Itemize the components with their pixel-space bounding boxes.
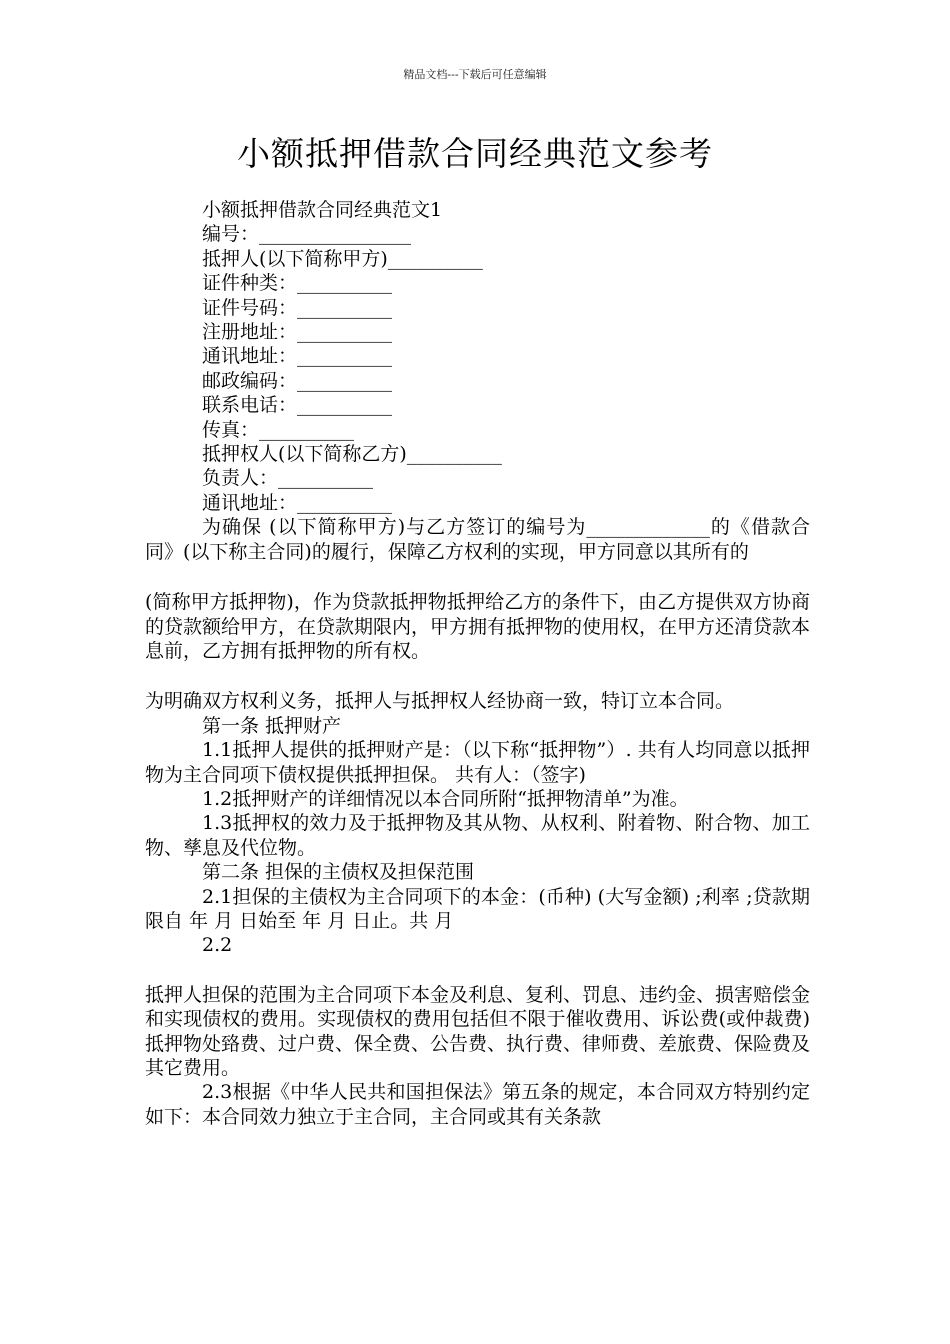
field-mortgagor: 抵押人(以下简称甲方)__________	[202, 247, 483, 270]
clause-2-2-label: 2.2	[202, 934, 233, 957]
field-postal-code: 邮政编码：__________	[202, 369, 393, 392]
article-2-heading: 第二条 担保的主债权及担保范围	[202, 861, 475, 884]
clause-2-2-scope: 抵押人担保的范围为主合同项下本金及利息、复利、罚息、违约金、损害赔偿金和实现债权的费用。实现债权的费用包括但不限于催收费用、诉讼费(或仲裁费)抵押物处臵费、过户费、保全费、公告费、执行费、律师费、差旅费、保险费及其它费用。	[145, 983, 811, 1079]
field-contract-number: 编号：________________	[202, 223, 412, 246]
document-body	[145, 198, 810, 1129]
field-registered-address: 注册地址：__________	[202, 321, 393, 344]
paragraph-collateral: (简称甲方抵押物)，作为贷款抵押物抵押给乙方的条件下，由乙方提供双方协商的贷款额给甲方，在贷款期限内，甲方拥有抵押物的使用权，在甲方还清贷款本息前，乙方拥有抵押物的所有权。	[145, 591, 811, 662]
clause-1-3: 1.3抵押权的效力及于抵押物及其从物、从权利、附着物、附合物、加工物、孳息及代位物。	[145, 812, 810, 859]
blank-line	[145, 958, 810, 983]
blank-line	[145, 564, 810, 590]
paragraph-purpose: 为确保 (以下简称甲方)与乙方签订的编号为_____________的《借款合同》(以下称主合同)的履行，保障乙方权利的实现，甲方同意以其所有的	[145, 516, 810, 563]
clause-1-1: 1.1抵押人提供的抵押财产是：（以下称“抵押物”）. 共有人均同意以抵押物为主合同项下债权提供抵押担保。 共有人：（签字)	[145, 739, 810, 786]
clause-1-2: 1.2抵押财产的详细情况以本合同所附“抵押物清单”为准。	[202, 787, 689, 810]
field-fax: 传真：__________	[202, 418, 355, 441]
field-responsible-person: 负责人：__________	[202, 467, 374, 490]
field-mortgagee-address: 通讯地址：__________	[202, 491, 393, 514]
field-id-type: 证件种类：__________	[202, 272, 393, 295]
paragraph-agreement: 为明确双方权利义务，抵押人与抵押权人经协商一致，特订立本合同。	[145, 690, 735, 713]
field-id-number: 证件号码：__________	[202, 296, 393, 319]
article-1-heading: 第一条 抵押财产	[202, 714, 342, 737]
field-mailing-address: 通讯地址：__________	[202, 345, 393, 368]
blank-line	[145, 663, 810, 689]
section-heading: 小额抵押借款合同经典范文1	[202, 199, 443, 221]
document-title: 小额抵押借款合同经典范文参考	[237, 134, 713, 173]
field-mortgagee: 抵押权人(以下简称乙方)__________	[202, 443, 502, 466]
field-phone: 联系电话：__________	[202, 394, 393, 417]
clause-2-1: 2.1担保的主债权为主合同项下的本金：(币种) (大写金额) ;利率 ;贷款期限自 年 月 日始至 年 月 日止。共 月	[145, 885, 810, 932]
clause-2-3: 2.3根据《中华人民共和国担保法》第五条的规定，本合同双方特别约定如下：本合同效力独立于主合同，主合同或其有关条款	[145, 1081, 810, 1128]
page-header: 精品文档---下载后可任意编辑	[403, 68, 547, 81]
